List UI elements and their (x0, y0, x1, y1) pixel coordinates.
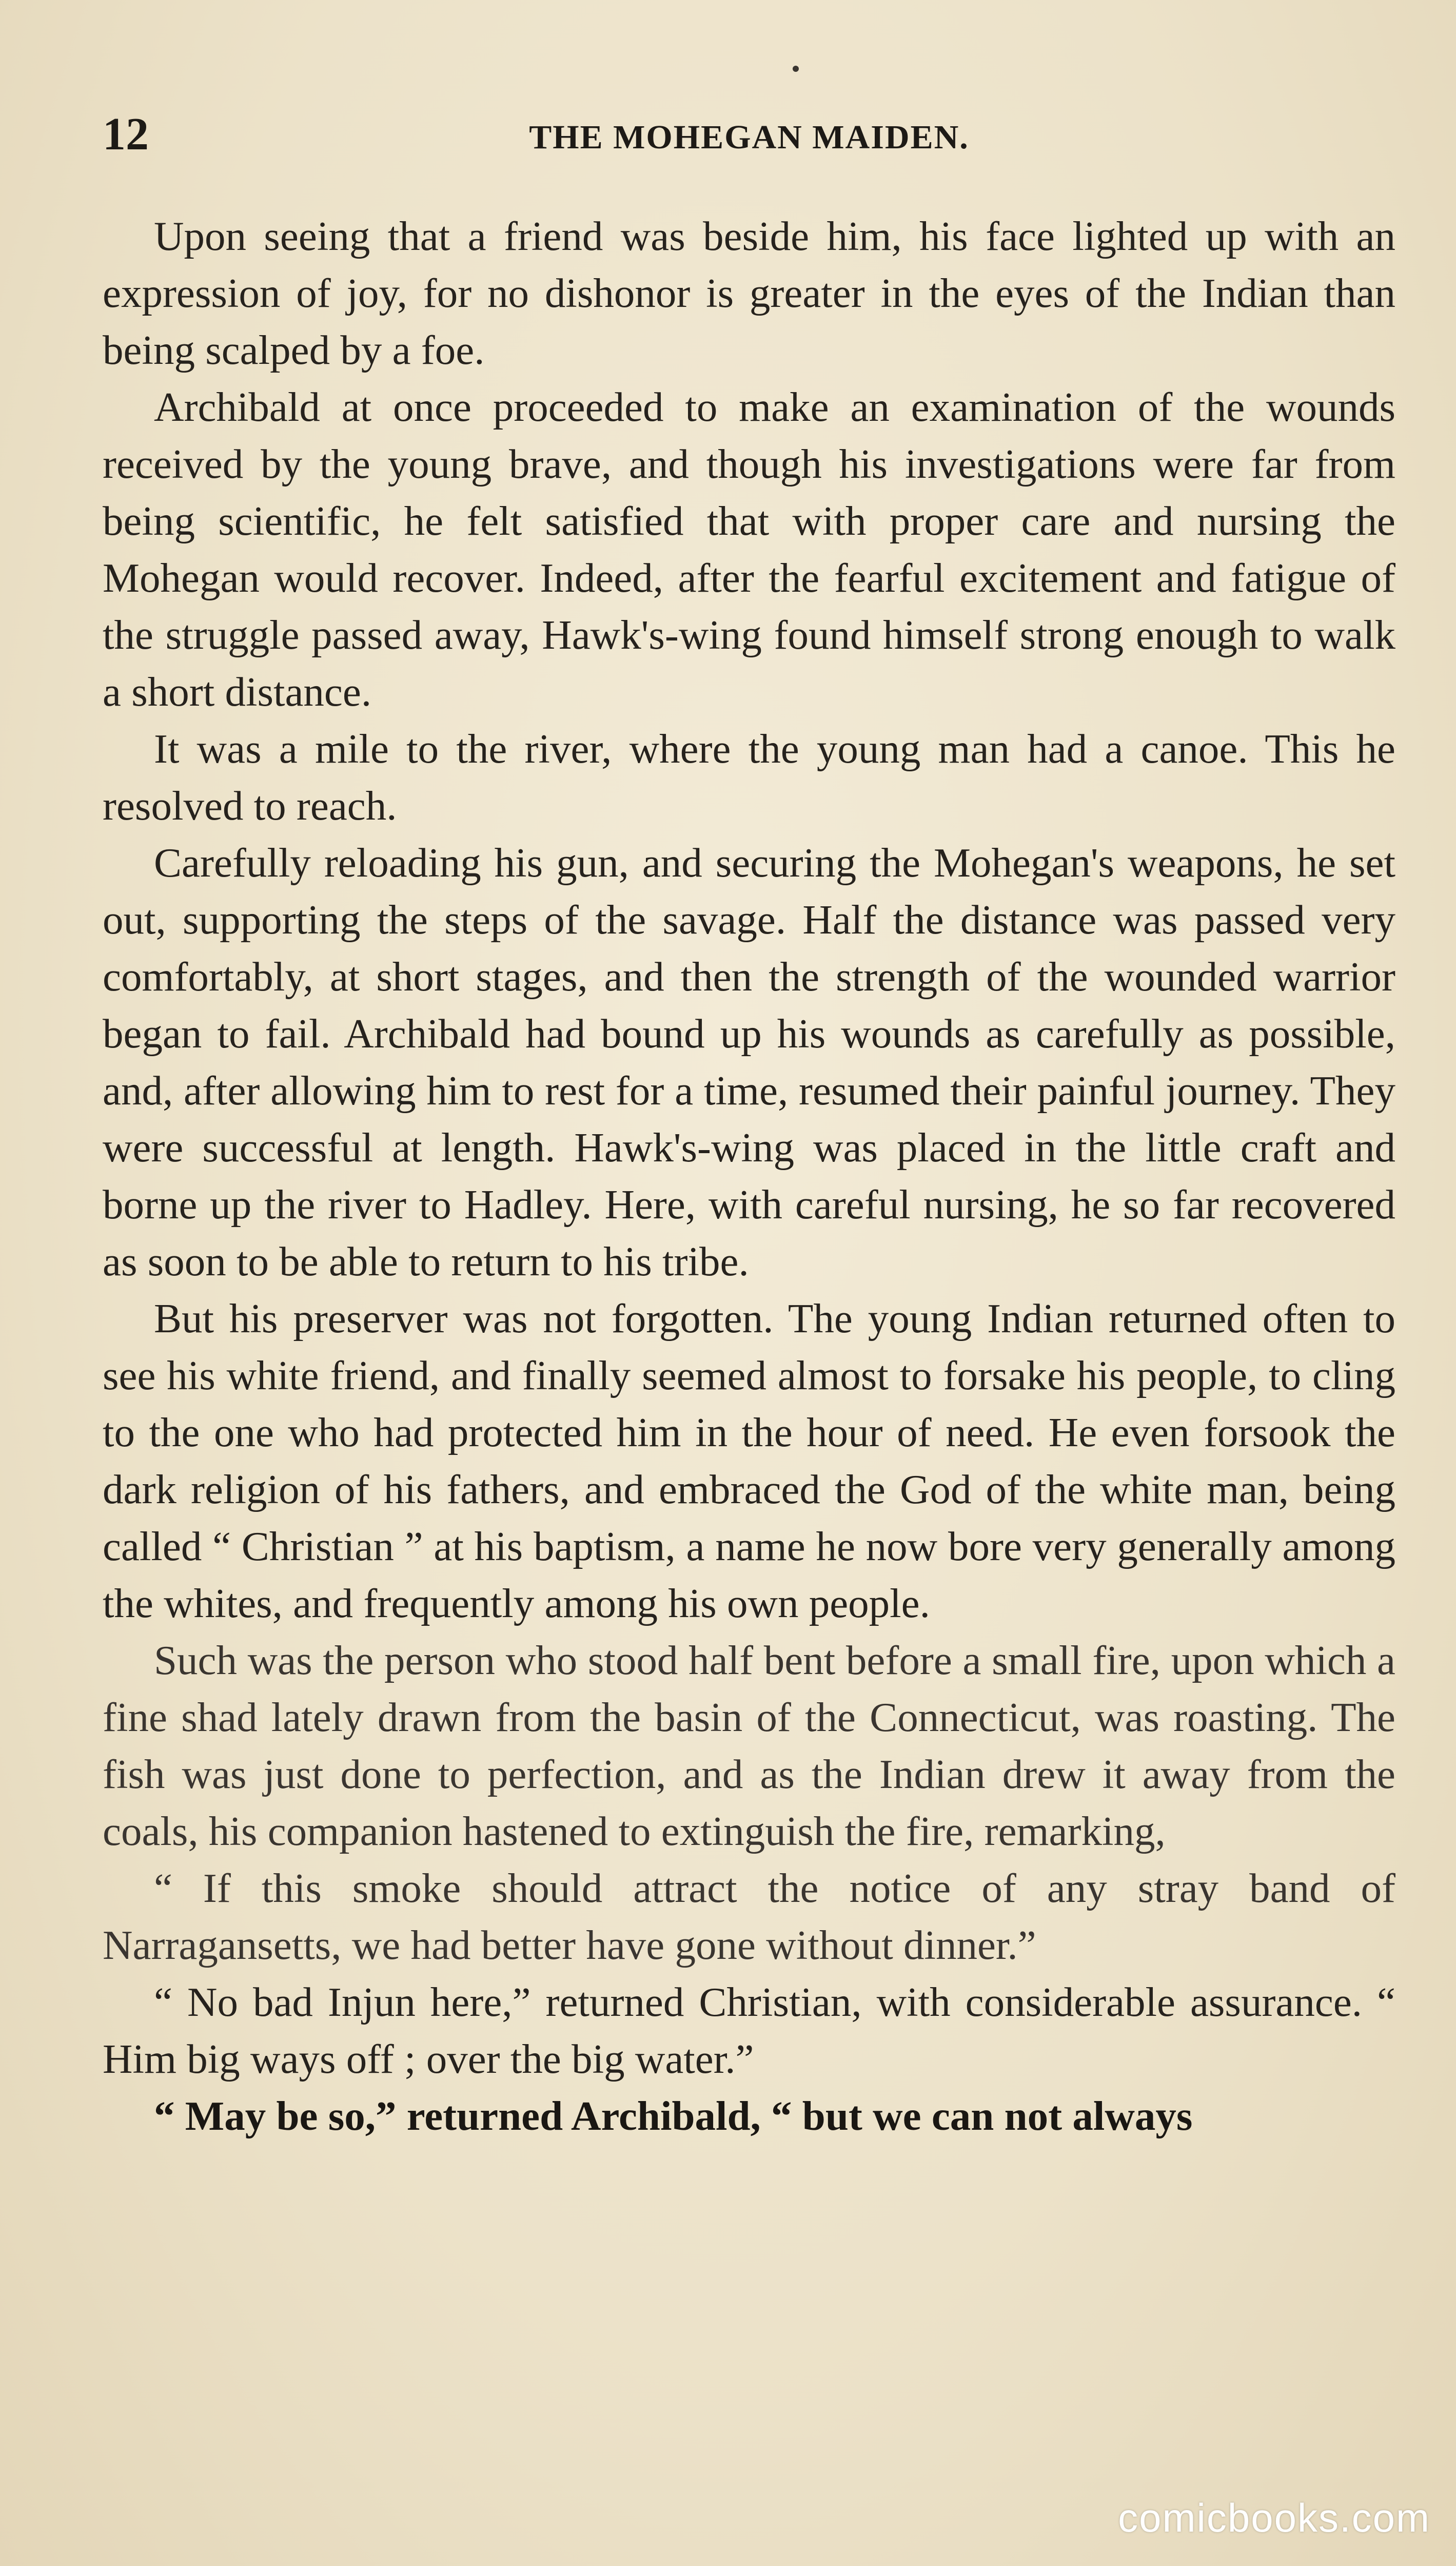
paragraph: But his preserver was not forgotten. The young Indian returned often to see his white friend, and finally seemed almost to forsake his people, to cling to the one who had protected him in the hour of need. He even forsook the dark religion of his fathers, and embraced the God of the white man, being called “ Christian ” at his baptism, a name he now bore very generally among the whites, and frequently among his own people. (103, 1295, 1395, 1626)
page-header (103, 108, 1395, 164)
paragraph: Carefully reloading his gun, and securing the Mohegan's weapons, he set out, supporting the steps of the savage. Half the distance was passed very comfortably, at short stages, and then the strength of the wounded warrior began to fail. Archibald had bound up his wounds as carefully as possible, and, after allowing him to rest for a time, resumed their painful journey. They were successful at length. Hawk's-wing was placed in the little craft and borne up the river to Hadley. Here, with careful nursing, he so far recovered as soon to be able to return to his tribe. (103, 840, 1395, 1285)
paragraph: Archibald at once proceeded to make an examination of the wounds received by the young brave, and though his investigations were far from being scientific, he felt satisfied that with proper care and nursing the Mohegan would recover. Indeed, after the fearful excitement and fatigue of the struggle passed away, Hawk's-wing found himself strong enough to walk a short distance. (103, 384, 1395, 715)
body-text (103, 208, 1395, 2145)
watermark: comicbooks.com (1118, 2495, 1430, 2540)
paragraph: It was a mile to the river, where the young man had a canoe. This he resolved to reach. (103, 726, 1395, 829)
paragraph: “ If this smoke should attract the notice of any stray band of Narragansetts, we had better have gone without dinner.” (103, 1865, 1395, 1968)
page-number: 12 (103, 109, 149, 160)
paragraph: “ May be so,” returned Archibald, “ but we can not always (154, 2093, 1193, 2139)
paragraph: Upon seeing that a friend was beside him, his face lighted up with an expression of joy, for no dishonor is greater in the eyes of the Indian than being scalped by a foe. (103, 213, 1395, 373)
running-title: THE MOHEGAN MAIDEN. (529, 119, 969, 156)
paragraph: Such was the person who stood half bent before a small fire, upon which a fine shad lately drawn from the basin of the Connecticut, was roasting. The fish was just done to perfection, and as the Indian drew it away from the coals, his companion hastened to extinguish the fire, remarking, (103, 1637, 1395, 1854)
paragraph: “ No bad Injun here,” returned Christian, with considerable assurance. “ Him big ways off ; over the big water.” (103, 1979, 1395, 2082)
ink-speck (793, 66, 799, 72)
